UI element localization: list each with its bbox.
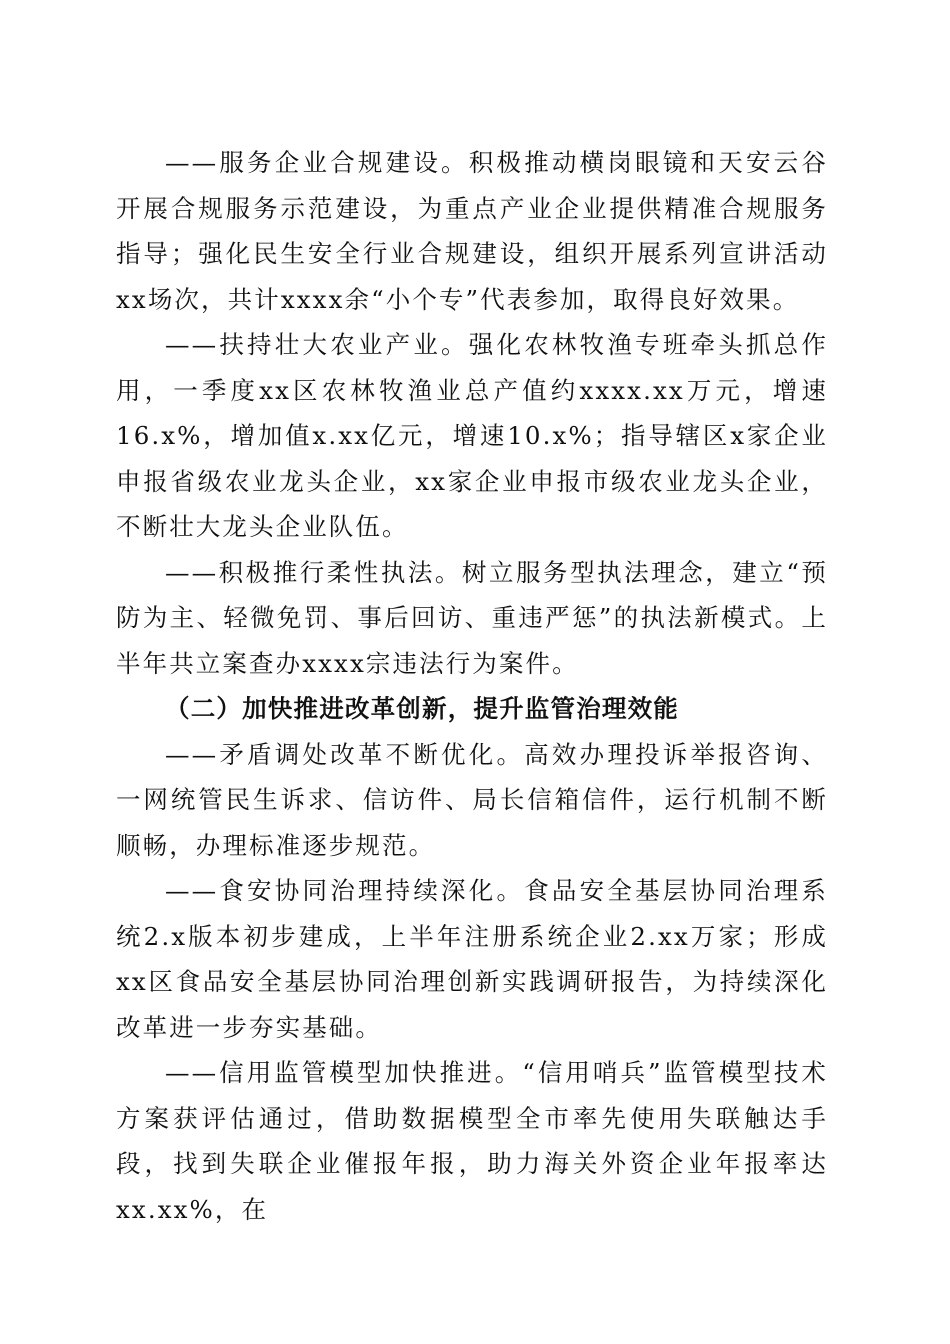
paragraph-agriculture-industry: ——扶持壮大农业产业。强化农林牧渔专班牵头抓总作用，一季度xx区农林牧渔业总产值约xxxx.xx万元，增速16.x%，增加值x.xx亿元，增速10.x%；指导辖区x家企业申报省级农业龙头企业，xx家企业申报市级农业龙头企业，不断壮大龙头企业队伍。 bbox=[116, 330, 828, 541]
paragraph-credit-supervision: ——信用监管模型加快推进。“信用哨兵”监管模型技术方案获评估通过，借助数据模型全市率先使用失联触达手段，找到失联企业催报年报，助力海关外资企业年报率达xx.xx%，在 bbox=[116, 1058, 828, 1224]
section-heading-reform-innovation: （二）加快推进改革创新，提升监管治理效能 bbox=[165, 694, 679, 723]
paragraph-food-safety-governance: ——食安协同治理持续深化。食品安全基层协同治理系统2.x版本初步建成，上半年注册系统企业2.xx万家；形成xx区食品安全基层协同治理创新实践调研报告，为持续深化改革进一步夯实基础。 bbox=[116, 876, 828, 1042]
paragraph-flexible-enforcement: ——积极推行柔性执法。树立服务型执法理念，建立“预防为主、轻微免罚、事后回访、重违严惩”的执法新模式。上半年共立案查办xxxx宗违法行为案件。 bbox=[116, 557, 828, 678]
paragraph-dispute-reform: ——矛盾调处改革不断优化。高效办理投诉举报咨询、一网统管民生诉求、信访件、局长信箱信件，运行机制不断顺畅，办理标准逐步规范。 bbox=[116, 739, 828, 860]
paragraph-compliance-construction: ——服务企业合规建设。积极推动横岗眼镜和天安云谷开展合规服务示范建设，为重点产业企业提供精准合规服务指导；强化民生安全行业合规建设，组织开展系列宣讲活动xx场次，共计xxxx余“小个专”代表参加，取得良好效果。 bbox=[116, 148, 828, 314]
document-body bbox=[116, 140, 828, 1232]
